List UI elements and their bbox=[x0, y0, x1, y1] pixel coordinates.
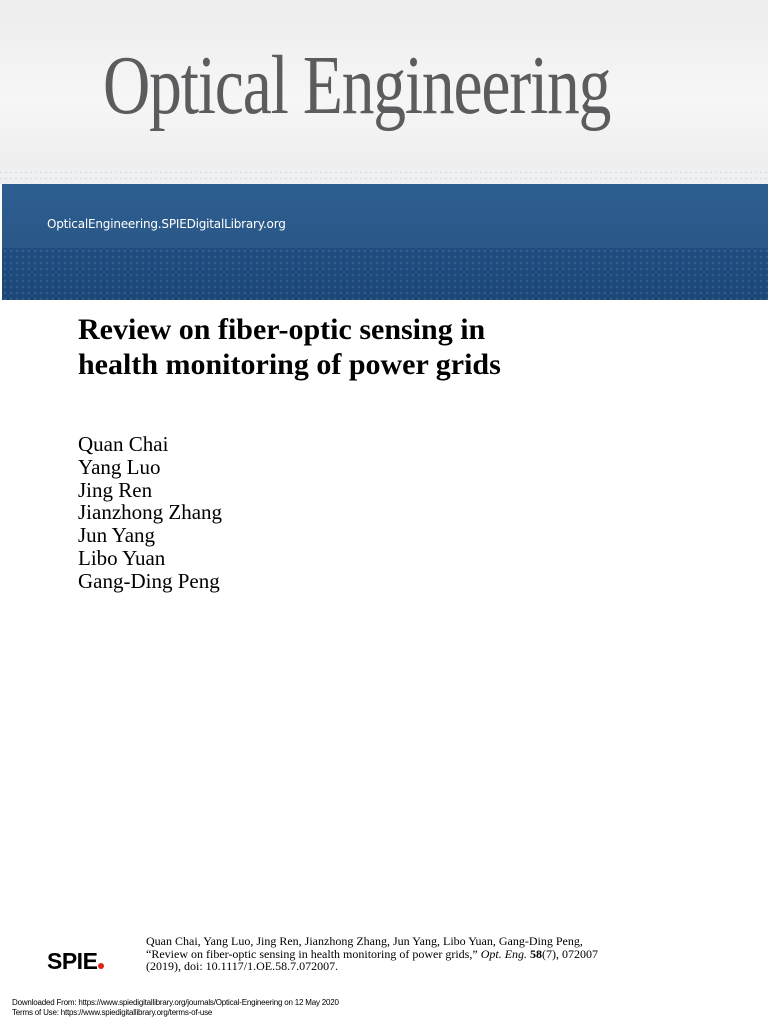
download-footer bbox=[12, 998, 339, 1018]
citation-block bbox=[146, 935, 616, 973]
paper-title-line-1: Review on fiber-optic sensing in bbox=[78, 313, 486, 346]
author-name: Jianzhong Zhang bbox=[78, 500, 223, 525]
author-name: Yang Luo bbox=[78, 454, 161, 479]
author-name: Jing Ren bbox=[78, 477, 153, 502]
paper-title-line-2: health monitoring of power grids bbox=[78, 348, 501, 381]
journal-masthead bbox=[0, 0, 768, 168]
spie-logo-dot bbox=[98, 963, 104, 969]
spie-logo bbox=[47, 948, 104, 975]
citation-details: 072007 (2019), doi: 10.1117/1.OE.58.7.072007. bbox=[146, 946, 599, 973]
banner-pattern-band bbox=[2, 248, 768, 300]
citation-authors: Quan Chai, Yang Luo, Jing Ren, Jianzhong Zhang, Jun Yang, Libo Yuan, Gang-Ding Peng, bbox=[146, 934, 583, 948]
journal-site-url[interactable]: OpticalEngineering.SPIEDigitalLibrary.org bbox=[47, 217, 286, 231]
citation-journal: Opt. Eng. bbox=[480, 946, 528, 961]
journal-title: Optical Engineering bbox=[103, 39, 611, 132]
author-name: Libo Yuan bbox=[78, 545, 166, 570]
author-name: Quan Chai bbox=[78, 432, 169, 456]
citation-issue: (7), bbox=[542, 946, 560, 961]
author-name: Jun Yang bbox=[78, 523, 156, 548]
spie-logo-text: SPIE bbox=[47, 948, 98, 974]
masthead-divider bbox=[0, 168, 768, 184]
journal-banner bbox=[2, 184, 768, 300]
citation-title: “Review on fiber-optic sensing in health monitoring of power grids,” bbox=[146, 946, 478, 961]
author-list bbox=[78, 433, 222, 593]
citation-volume: 58 bbox=[530, 946, 543, 961]
download-notice: Downloaded From: https://www.spiedigitallibrary.org/journals/Optical-Engineering on 12 May 2020 bbox=[12, 998, 339, 1007]
author-name: Gang-Ding Peng bbox=[78, 568, 220, 593]
paper-title bbox=[78, 312, 698, 382]
terms-of-use-link[interactable]: Terms of Use: https://www.spiedigitallibrary.org/terms-of-use bbox=[12, 1008, 213, 1017]
